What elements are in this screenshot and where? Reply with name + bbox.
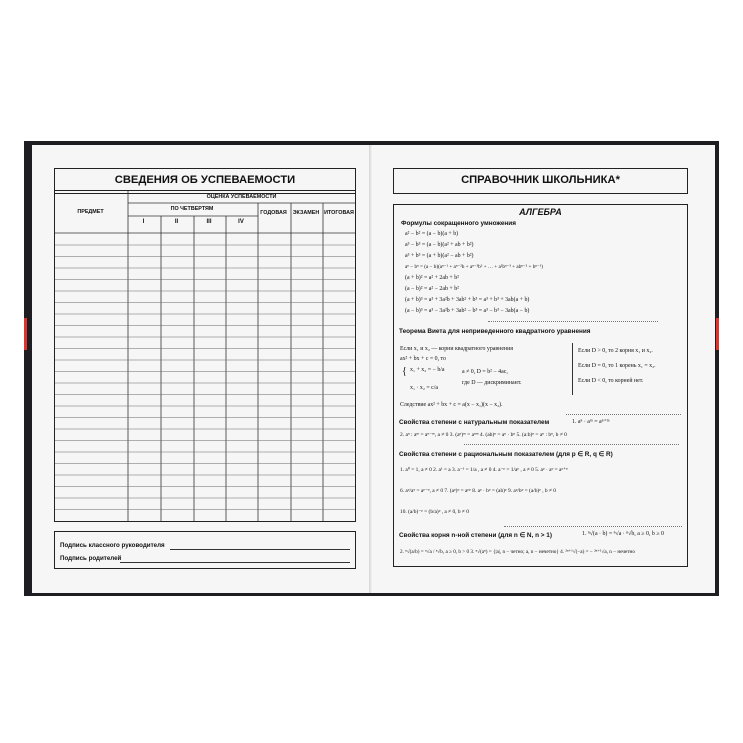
algebra-title: АЛГЕБРА (519, 207, 562, 217)
formula-4: aⁿ − bⁿ = (a − b)(aⁿ⁻¹ + aⁿ⁻²b + aⁿ⁻³b² + … + a²bⁿ⁻³ + abⁿ⁻² + bⁿ⁻¹) (405, 264, 543, 270)
vieta-product: x₁ · x₂ = c/a (410, 385, 439, 391)
vieta-line-2: ax² + bx + c = 0, то (400, 356, 446, 362)
formula-1: a² − b² = (a − b)(a + b) (405, 231, 459, 237)
root-case-2: Если D = 0, то 1 корень x₁ = x₂. (578, 363, 656, 369)
reference-title: СПРАВОЧНИК ШКОЛЬНИКА* (461, 174, 620, 186)
power-rational-line-3: 10. (a/b)⁻ᵖ = (b/a)ᵖ , a ≠ 0, b ≠ 0 (400, 509, 469, 515)
root-property-1: 1. ⁿ√(a · b) = ⁿ√a · ⁿ√b, a ≥ 0, b ≥ 0 (582, 531, 664, 537)
root-case-1: Если D > 0, то 2 корня x₁ и x₂. (578, 348, 653, 354)
subject-header: ПРЕДМЕТ (77, 209, 104, 215)
grades-table (54, 190, 356, 522)
quarter-3-header: III (206, 219, 212, 225)
divider (504, 526, 682, 527)
power-rational-line-1: 1. a⁰ = 1, a ≠ 0 2. a¹ = a 3. a⁻¹ = 1/a , a ≠ 0 4. a⁻ᵖ = 1/aᵖ , a ≠ 0 5. aᵖ · aᵠ = aᵖ⁺ᵠ (400, 467, 568, 473)
quarter-2-header: II (174, 219, 179, 225)
grades-header: ОЦЕНКА УСПЕВАЕМОСТИ (206, 194, 277, 200)
formula-8: (a − b)³ = a³ − 3a²b + 3ab² − b³ = a³ − b³ − 3ab(a − b) (405, 308, 530, 314)
formula-3: a³ + b³ = (a + b)(a² − ab + b²) (405, 253, 474, 259)
bookmark-ribbon-right (716, 318, 719, 350)
section-abbrev-mult-title: Формулы сокращенного умножения (401, 220, 516, 227)
teacher-signature-label: Подпись классного руководителя (60, 542, 165, 549)
grades-grid (55, 191, 355, 521)
vieta-sum: x₁ + x₂ = − b/a (410, 367, 445, 373)
divider (464, 444, 679, 445)
quarter-1-header: I (142, 219, 145, 225)
vieta-line-1: Если x₁ и x₂ — корни квадратного уравнения (400, 346, 513, 352)
section-vieta-title: Теорема Виета для неприведенного квадратного уравнения (399, 328, 591, 335)
brace: { (402, 366, 407, 377)
power-natural-1: 1. aⁿ · aᵐ = aⁿ⁺ᵐ (572, 419, 610, 425)
parents-signature-line[interactable] (120, 562, 350, 563)
formula-6: (a − b)² = a² − 2ab + b² (405, 286, 459, 292)
formula-2: a³ − b³ = (a − b)(a² + ab + b²) (405, 242, 474, 248)
vieta-separator (572, 343, 573, 395)
formula-7: (a + b)³ = a³ + 3a²b + 3ab² + b³ = a³ + b³ + 3ab(a + b) (405, 297, 530, 303)
quarter-4-header: IV (238, 219, 244, 225)
teacher-signature-line[interactable] (170, 549, 350, 550)
section-root-title: Свойства корня n-ной степени (для n ∈ N, n > 1) (399, 532, 552, 539)
vieta-consequence: Следствие ax² + bx + c = a(x − x₁)(x − x₂). (400, 402, 503, 408)
signature-frame (54, 531, 356, 569)
power-rational-line-2: 6. aᵖ/aᵠ = aᵖ⁻ᵠ, a ≠ 0 7. (aᵖ)ᵠ = aᵖᵠ 8. aᵖ · bᵖ = (ab)ᵖ 9. aᵖ/bᵖ = (a/b)ᵖ , b ≠ 0 (400, 488, 556, 494)
formula-5: (a + b)² = a² + 2ab + b² (405, 275, 459, 281)
final-header: ИТОГОВАЯ (324, 210, 354, 216)
exam-header: ЭКЗАМЕН (292, 210, 320, 216)
root-properties-rest: 2. ⁿ√(a/b) = ⁿ√a / ⁿ√b, a ≥ 0, b > 0 3. ⁿ√(aⁿ) = {|a|, n − четно; a, n − нечетно} 4. ²ⁿ⁺¹√(−a) = − ²ⁿ⁺¹√a, n − нечетно (400, 549, 635, 555)
vieta-condition: a ≠ 0, D = b² − 4ac, (462, 369, 508, 375)
quarters-header: ПО ЧЕТВЕРТЯМ (170, 206, 214, 212)
annual-header: ГОДОВАЯ (260, 210, 287, 216)
root-case-3: Если D < 0, то корней нет. (578, 378, 644, 384)
vieta-discriminant: где D — дискриминант. (462, 380, 522, 386)
bookmark-ribbon-left (24, 318, 27, 350)
section-natural-power-title: Свойства степени с натуральным показателем (399, 419, 550, 426)
divider (488, 321, 658, 322)
power-natural-rest: 2. aⁿ : aᵐ = aⁿ⁻ᵐ, a ≠ 0 3. (aⁿ)ᵐ = aⁿᵐ 4. (ab)ⁿ = aⁿ · bⁿ 5. (a:b)ⁿ = aⁿ : bⁿ, b ≠ 0 (400, 432, 567, 438)
section-rational-power-title: Свойства степени с рациональным показателем (для p ∈ R, q ∈ R) (399, 451, 613, 458)
divider (566, 414, 681, 415)
parents-signature-label: Подпись родителей (60, 555, 122, 562)
page-title: СВЕДЕНИЯ ОБ УСПЕВАЕМОСТИ (114, 174, 296, 186)
